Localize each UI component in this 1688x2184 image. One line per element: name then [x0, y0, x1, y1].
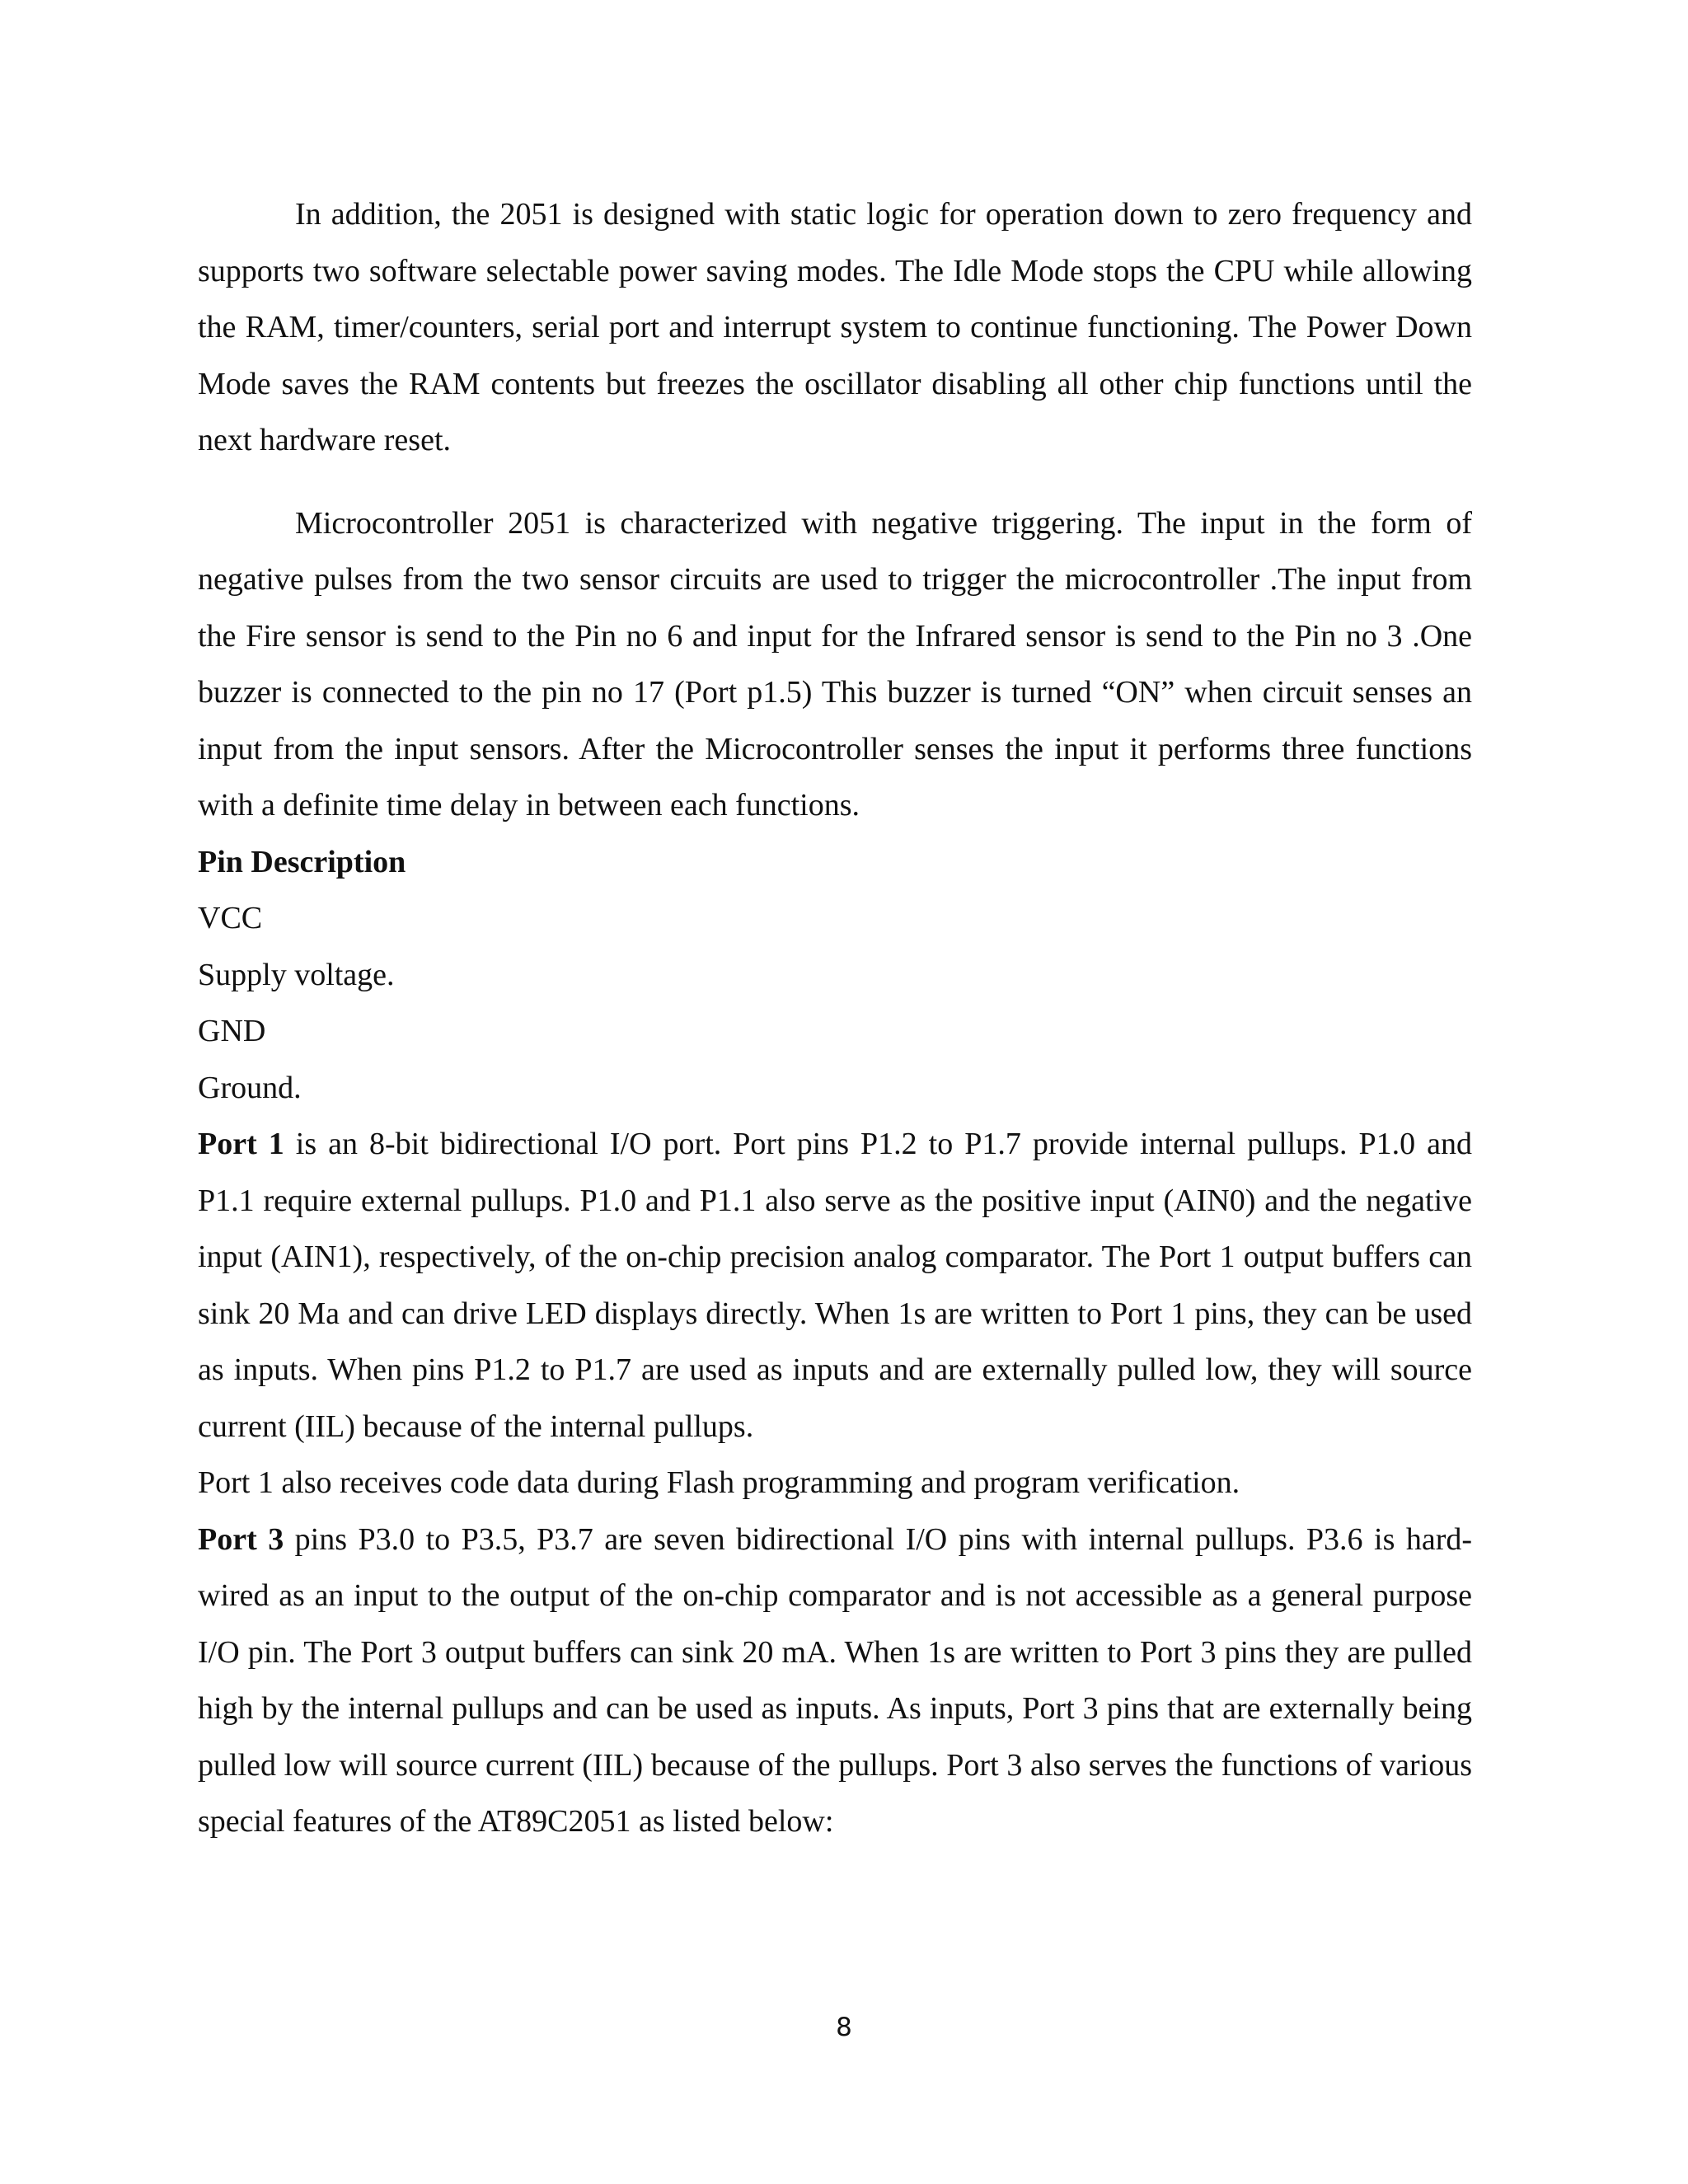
gnd-label: GND — [198, 1014, 266, 1048]
port3-label: Port 3 — [198, 1521, 284, 1557]
paragraph-port3 — [198, 1511, 1472, 1850]
paragraph-triggering: Microcontroller 2051 is characterized with negative triggering. The input in the form of negative pulses from the two sensor circuits are used to trigger the microcontroller .The input from the Fire sensor is send to the Pin no 6 and input for the Infrared sensor is send to the Pin no 3 .One buzzer is connected to the pin no 17 (Port p1.5) This buzzer is turned “ON” when circuit senses an input from the input sensors. After the Microcontroller senses the input it performs three functions with a definite time delay in between each functions. — [198, 505, 1472, 823]
paragraph-port1 — [198, 1116, 1472, 1455]
page-number: 8 — [836, 2013, 852, 2042]
vcc-label: VCC — [198, 901, 263, 935]
gnd-description: Ground. — [198, 1070, 302, 1105]
port1-text: is an 8-bit bidirectional I/O port. Port pins P1.2 to P1.7 provide internal pullups. P1.0 and P1.1 require external pullups. P1.0 and P1.1 also serve as the positive input (AIN0) and the negative input (AIN1), respectively, of the on-chip precision analog comparator. The Port 1 output buffers can sink 20 Ma and can drive LED displays directly. When 1s are written to Port 1 pins, they can be used as inputs. When pins P1.2 to P1.7 are used as inputs and are externally pulled low, they will source current (IIL) because of the internal pullups. — [198, 1127, 1473, 1444]
port1-label: Port 1 — [198, 1127, 284, 1161]
port3-text: pins P3.0 to P3.5, P3.7 are seven bidirectional I/O pins with internal pullups. P3.6 is hard-wired as an input to the output of the on-chip comparator and is not accessible as a general purpose I/O pin. The Port 3 output buffers can sink 20 mA. When 1s are written to Port 3 pins they are pulled high by the internal pullups and can be used as inputs. As inputs, Port 3 pins that are externally being pulled low will source current (IIL) because of the pullups. Port 3 also serves the functions of various special features of the AT89C2051 as listed below: — [198, 1521, 1472, 1839]
vcc-description: Supply voltage. — [198, 957, 395, 992]
paragraph-port1-extra: Port 1 also receives code data during Flash programming and program verification. — [198, 1465, 1240, 1500]
section-heading-pin-description: Pin Description — [198, 844, 406, 879]
page-body — [198, 186, 1472, 1850]
paragraph-power-modes: In addition, the 2051 is designed with static logic for operation down to zero frequency and supports two software selectable power saving modes. The Idle Mode stops the CPU while allowing the RAM, timer/counters, serial port and interrupt system to continue functioning. The Power Down Mode saves the RAM contents but freezes the oscillator disabling all other chip functions until the next hardware reset. — [198, 197, 1472, 457]
